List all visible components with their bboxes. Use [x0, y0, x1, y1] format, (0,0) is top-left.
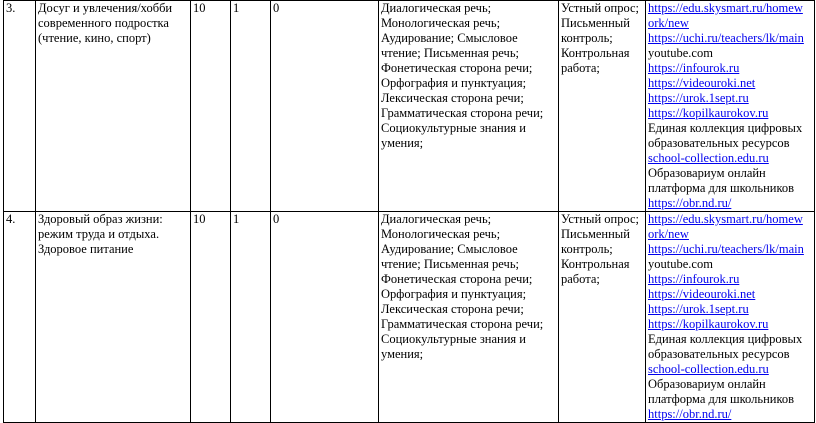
activity-line: Диалогическая речь;	[381, 212, 492, 226]
control-line: Письменный	[561, 227, 630, 241]
resource-text: платформа для школьников	[648, 392, 795, 406]
control-line: контроль;	[561, 31, 613, 45]
control-cell	[559, 1, 646, 212]
resource-link[interactable]: https://infourok.ru	[648, 272, 740, 286]
topic-cell: Здоровый образ жизни: режим труда и отдыха. Здоровое питание	[36, 212, 191, 423]
hours-cell: 10	[191, 212, 231, 423]
activity-line: Грамматическая сторона речи;	[381, 106, 544, 120]
activity-line: Аудирование; Смысловое	[381, 242, 518, 256]
resource-text: Образовариум онлайн	[648, 166, 766, 180]
resource-text: платформа для школьников	[648, 181, 795, 195]
control-line: работа;	[561, 272, 600, 286]
col-a-cell: 1	[231, 212, 271, 423]
resources-cell	[646, 1, 815, 212]
resource-link[interactable]: https://videouroki.net	[648, 76, 756, 90]
activities-cell	[379, 1, 559, 212]
resource-link[interactable]: https://obr.nd.ru/	[648, 407, 732, 421]
activity-line: Социокультурные знания и	[381, 121, 526, 135]
control-line: Устный опрос;	[561, 1, 640, 15]
resource-link[interactable]: https://urok.1sept.ru	[648, 91, 749, 105]
activity-line: чтение; Письменная речь;	[381, 46, 519, 60]
resource-text: youtube.com	[648, 46, 713, 60]
activity-line: чтение; Письменная речь;	[381, 257, 519, 271]
activity-line: умения;	[381, 347, 424, 361]
activity-line: Грамматическая сторона речи;	[381, 317, 544, 331]
resource-link[interactable]: https://uchi.ru/teachers/lk/main	[648, 31, 804, 45]
resource-link[interactable]: https://edu.skysmart.ru/homew	[648, 212, 803, 226]
activity-line: Орфография и пунктуация;	[381, 287, 527, 301]
table-row	[4, 1, 815, 212]
row-number-cell: 3.	[4, 1, 36, 212]
resource-text: образовательных ресурсов	[648, 347, 790, 361]
table-row	[4, 212, 815, 423]
row-number-cell: 4.	[4, 212, 36, 423]
resources-cell	[646, 212, 815, 423]
control-line: Устный опрос;	[561, 212, 640, 226]
control-line: контроль;	[561, 242, 613, 256]
resource-link[interactable]: https://obr.nd.ru/	[648, 196, 732, 210]
resource-text: образовательных ресурсов	[648, 136, 790, 150]
control-line: Контрольная	[561, 257, 630, 271]
control-cell	[559, 212, 646, 423]
activities-cell	[379, 212, 559, 423]
activity-line: Социокультурные знания и	[381, 332, 526, 346]
resource-link[interactable]: ork/new	[648, 16, 689, 30]
resource-link[interactable]: https://infourok.ru	[648, 61, 740, 75]
col-a-cell: 1	[231, 1, 271, 212]
activity-line: Лексическая сторона речи;	[381, 91, 524, 105]
activity-line: Лексическая сторона речи;	[381, 302, 524, 316]
hours-cell: 10	[191, 1, 231, 212]
resource-text: Образовариум онлайн	[648, 377, 766, 391]
resource-link[interactable]: https://kopilkaurokov.ru	[648, 106, 769, 120]
resource-text: Единая коллекция цифровых	[648, 121, 803, 135]
control-line: работа;	[561, 61, 600, 75]
activity-line: Монологическая речь;	[381, 16, 501, 30]
col-b-cell: 0	[271, 212, 379, 423]
topic-cell: Досуг и увлечения/хобби современного подростка (чтение, кино, спорт)	[36, 1, 191, 212]
resource-link[interactable]: https://edu.skysmart.ru/homew	[648, 1, 803, 15]
resource-link[interactable]: https://urok.1sept.ru	[648, 302, 749, 316]
resource-link[interactable]: https://videouroki.net	[648, 287, 756, 301]
control-line: Контрольная	[561, 46, 630, 60]
resource-link[interactable]: https://uchi.ru/teachers/lk/main	[648, 242, 804, 256]
control-line: Письменный	[561, 16, 630, 30]
activity-line: Фонетическая сторона речи;	[381, 61, 533, 75]
resource-link[interactable]: ork/new	[648, 227, 689, 241]
resource-text: Единая коллекция цифровых	[648, 332, 803, 346]
activity-line: Фонетическая сторона речи;	[381, 272, 533, 286]
activity-line: Аудирование; Смысловое	[381, 31, 518, 45]
resource-text: youtube.com	[648, 257, 713, 271]
curriculum-table	[3, 0, 815, 423]
resource-link[interactable]: school-collection.edu.ru	[648, 151, 769, 165]
col-b-cell: 0	[271, 1, 379, 212]
activity-line: Монологическая речь;	[381, 227, 501, 241]
resource-link[interactable]: school-collection.edu.ru	[648, 362, 769, 376]
resource-link[interactable]: https://kopilkaurokov.ru	[648, 317, 769, 331]
activity-line: Орфография и пунктуация;	[381, 76, 527, 90]
activity-line: умения;	[381, 136, 424, 150]
activity-line: Диалогическая речь;	[381, 1, 492, 15]
